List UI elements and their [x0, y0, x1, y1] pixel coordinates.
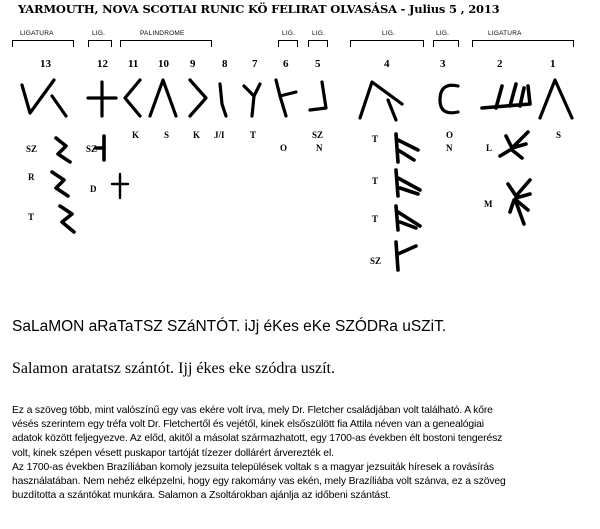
paragraph-line: Ez a szöveg több, mint valószínű egy vas ekére volt írva, mely Dr. Fletcher családjában volt található. A kőre — [12, 405, 493, 416]
variant-label-t-4a: T — [372, 176, 379, 186]
sign-letter-o-6: O — [280, 143, 288, 153]
sign-letter-o-3: O — [446, 130, 454, 140]
bracket-label-palindrome: PALINDROME — [140, 30, 185, 37]
reading-plain-line: Salamon aratatsz szántót. Ijj ékes eke szódra uszít. — [12, 360, 335, 377]
paragraph-line: Az 1700-as években Brazíliában komoly jezsuita települések voltak s a magyar jezsuiták híresek a rovásírás — [12, 461, 494, 473]
rune-2-variant-2 — [508, 180, 530, 224]
sign-number-8: 8 — [222, 58, 228, 70]
sign-number-11: 11 — [128, 58, 139, 70]
variant-label-t-4b: T — [372, 214, 379, 224]
sign-letter-m-2: M — [484, 199, 493, 209]
rune-1-glyph — [540, 80, 572, 118]
rune-12-glyph — [88, 82, 116, 116]
paragraph-line: vésés szerintem egy tréfa volt Dr. Fletchertől és vejétől, kinek elsőszülött fia Attila néven van a genealógiai — [12, 419, 484, 431]
sign-number-3: 3 — [440, 58, 446, 70]
sign-number-5: 5 — [315, 58, 321, 70]
document-title: YARMOUTH, NOVA SCOTIAI RUNIC KÖ FELIRAT OLVASÁSA - Julius 5 , 2013 — [18, 2, 500, 16]
rune-13-variant-2 — [52, 172, 68, 196]
variant-label-sz-13: SZ — [26, 144, 38, 154]
bracket-label-lig-3: LIG. — [436, 30, 450, 37]
paragraph-line: adatok között feljegyezve. Az előd, akitől a másolat származhatott, egy 1700-as években élt bostoni tengerész — [12, 433, 503, 445]
sign-number-2: 2 — [497, 58, 503, 70]
bracket-label-lig-6: LIG. — [282, 30, 296, 37]
paragraph-line: volt, kinek szépen vésett puskapor tartóját tízezer dollárért árverezték el. — [12, 447, 334, 459]
rune-4-glyph — [360, 82, 402, 120]
sign-number-6: 6 — [283, 58, 289, 70]
variant-label-d-12: D — [90, 184, 97, 194]
variant-label-sz-12: SZ — [86, 144, 98, 154]
rune-4-variant-4 — [396, 242, 416, 270]
sign-letter-s-1: S — [556, 130, 562, 140]
bracket-label-lig-5: LIG. — [312, 30, 326, 37]
sign-letter-k-9: K — [193, 130, 201, 140]
variant-label-sz-4: SZ — [370, 256, 382, 266]
variant-label-r-13: R — [28, 172, 35, 182]
rune-13-variant-1 — [56, 138, 70, 162]
sign-number-4: 4 — [384, 58, 390, 70]
sign-letter-ji-8: J/I — [214, 130, 225, 140]
sign-number-9: 9 — [190, 58, 196, 70]
rune-7-glyph — [244, 84, 260, 116]
sign-number-1: 1 — [550, 58, 556, 70]
rune-6-glyph — [276, 80, 296, 116]
sign-number-10: 10 — [158, 58, 169, 70]
rune-9-glyph — [190, 80, 206, 116]
sign-number-12: 12 — [97, 58, 108, 70]
bracket-label-lig-12: LIG. — [92, 30, 106, 37]
variant-label-t-4c: T — [372, 134, 379, 144]
rune-2-glyph — [482, 84, 530, 108]
paragraph-line: buzdította a szántókat munkára. Salamon a Zsoltárokban ajánlja az időbeni szántást. — [12, 490, 391, 502]
rune-5-glyph — [310, 82, 326, 110]
rune-3-glyph — [440, 85, 458, 113]
rune-4-variant-3 — [396, 206, 420, 230]
rune-13-glyph — [22, 80, 66, 116]
rune-8-glyph — [220, 84, 226, 116]
bracket-label-ligatura-right: LIGATURA — [488, 30, 522, 37]
sign-letter-n-3: N — [446, 143, 453, 153]
sign-letter-sz-5: SZ — [312, 130, 324, 140]
bracket-label-lig-4: LIG. — [382, 30, 396, 37]
explanation-paragraph — [12, 404, 597, 503]
paragraph-line: használatában. Nem nehéz elképzelni, hogy egy rakomány vas ekén, mely Brazíliába volt szánva, ez a szöveg — [12, 476, 506, 488]
rune-2-variant-1 — [500, 132, 528, 158]
rune-10-glyph — [150, 80, 176, 116]
sign-letter-l-2: L — [486, 143, 493, 153]
rune-11-glyph — [125, 80, 140, 116]
rune-4-variant-2 — [396, 170, 420, 196]
sign-letter-n-5: N — [316, 143, 323, 153]
sign-number-13: 13 — [40, 58, 51, 70]
sign-number-7: 7 — [252, 58, 258, 70]
reading-ligature-line: SaLaMON aRaTaTSZ SZáNTÓT. iJj éKes eKe SZÓDRa uSZiT. — [12, 318, 447, 335]
sign-letter-t-7: T — [250, 130, 257, 140]
bracket-label-ligatura-left: LIGATURA — [20, 30, 54, 37]
rune-4-variant-1 — [396, 134, 418, 162]
rune-13-variant-3 — [60, 206, 74, 232]
sign-letter-s-10: S — [164, 130, 170, 140]
variant-label-t-13: T — [28, 212, 35, 222]
sign-letter-k-11: K — [132, 130, 140, 140]
